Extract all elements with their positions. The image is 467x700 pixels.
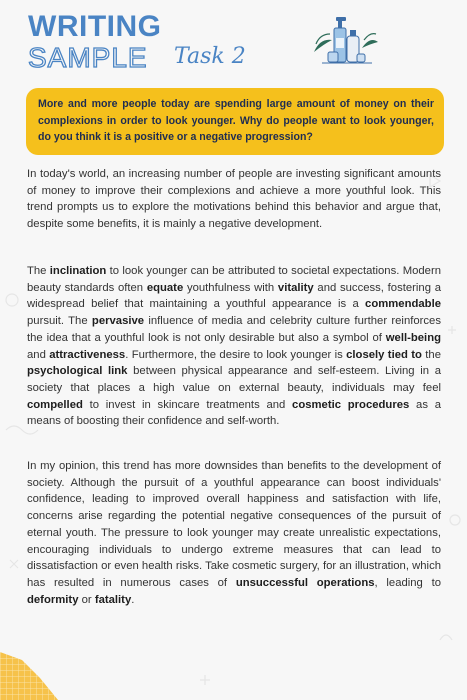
key-phrase: unsuccessful operations <box>235 576 375 589</box>
text-run: influence of media and celebrity culture further reinforces the idea that a youthful look is not only desirable but also a symbol of <box>27 315 441 344</box>
text-run: and <box>27 348 50 361</box>
text-run: youthfulness with <box>183 281 278 294</box>
text-run: In my opinion, this trend has more downsides than benefits to the development of society. Although the pursuit of a youthful appearance can boost individuals' confidence, leading to improved overall happiness and satisfaction with life, concerns arise regarding the potential negative consequences of the pursuit of eternal youth. The pressure to look younger may create unrealistic expectations, encouraging individuals to undergo extreme measures that can lead to dissatisfaction or even health risks. Take cosmetic surgery, for an illustration, which has resulted in numerous cases of <box>27 460 441 589</box>
essay-paragraph-introduction: In today's world, an increasing number of people are investing significant amounts of money to improve their complexions and achieve a more youthful look. This trend prompts us to explore the motivations behind this behavior and argue that, despite some benefits, it is mainly a negative development. <box>27 168 441 231</box>
key-phrase: cosmetic procedures <box>292 398 410 411</box>
task-prompt-text: More and more people today are spending large amount of money on their complexions in order to look younger. Why do people want to look younger, do you think it is a positive or a negative progression? <box>38 98 434 143</box>
text-run: or <box>78 593 95 606</box>
text-run: between physical appearance and self-esteem. Living in a society that places a high value on external beauty, individuals may feel <box>27 365 441 394</box>
text-run: to look younger can be attributed to societal expectations. Modern beauty standards often <box>27 265 441 294</box>
key-phrase: equate <box>146 281 184 294</box>
essay-paragraph-body <box>27 263 441 430</box>
text-run: . <box>131 593 135 606</box>
text-run: pursuit. The <box>27 315 92 328</box>
header-title: WRITING <box>28 10 162 43</box>
text-run: to invest in skincare treatments and <box>82 398 293 411</box>
text-run: . Furthermore, the desire to look younger is <box>125 348 347 361</box>
corner-grid-decoration <box>0 652 58 700</box>
key-phrase: compelled <box>27 398 83 411</box>
key-phrase: deformity <box>27 593 79 606</box>
text-run: as a means of boosting their confidence and self-worth. <box>27 398 441 428</box>
task-prompt-box <box>26 88 444 155</box>
text-run: the <box>421 348 441 361</box>
cosmetics-bottles-icon <box>308 8 380 68</box>
key-phrase: pervasive <box>91 315 145 328</box>
key-phrase: inclination <box>49 265 107 277</box>
key-phrase: psychological link <box>27 365 128 378</box>
header-subtitle: SAMPLE <box>28 42 148 73</box>
text-run: and success, fostering a widespread belief that maintaining a youthful appearance is a <box>27 281 441 311</box>
key-phrase: commendable <box>365 298 441 311</box>
text-run: , leading to <box>374 576 441 589</box>
essay-paragraph-opinion <box>27 458 441 608</box>
key-phrase: fatality <box>94 593 132 606</box>
key-phrase: attractiveness <box>49 348 126 361</box>
key-phrase: vitality <box>277 281 314 294</box>
task-label: Task 2 <box>174 44 246 69</box>
key-phrase: closely tied to <box>346 348 422 361</box>
key-phrase: well-being <box>385 331 441 344</box>
text-run: The <box>27 265 50 277</box>
